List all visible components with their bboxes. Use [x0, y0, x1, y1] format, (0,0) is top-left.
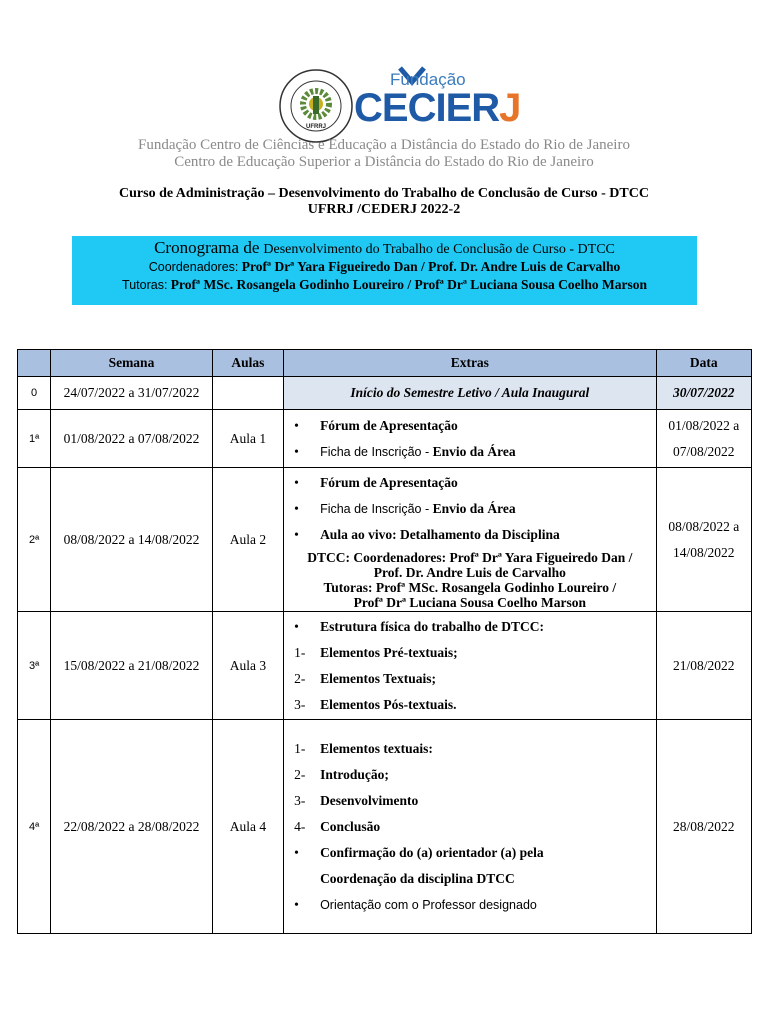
week-number: 2ª	[18, 468, 51, 612]
week-number: 3ª	[18, 612, 51, 720]
week-range: 24/07/2022 a 31/07/2022	[51, 377, 213, 410]
list-item: Coordenação da disciplina DTCC	[320, 870, 515, 886]
table-row	[18, 468, 752, 612]
aula-cell: Aula 3	[212, 612, 283, 720]
list-item: • Fórum de Apresentação	[294, 474, 458, 490]
week-range: 15/08/2022 a 21/08/2022	[51, 612, 213, 720]
ufrrj-seal-logo	[278, 68, 354, 144]
table-row	[18, 612, 752, 720]
banner-tutors: Tutoras: Profª MSc. Rosangela Godinho Loureiro / Profª Drª Luciana Sousa Coelho Marson	[122, 277, 647, 292]
svg-text:UFRRJ: UFRRJ	[305, 124, 327, 130]
aula-cell: Aula 4	[212, 720, 283, 934]
table-row	[18, 720, 752, 934]
date-cell: 30/07/2022	[656, 377, 751, 410]
date-cell: 28/08/2022	[656, 720, 751, 934]
date-cell: 08/08/2022 a 14/08/2022	[656, 468, 751, 612]
week-number: 0	[18, 377, 51, 410]
extras-cell	[284, 410, 657, 468]
list-item: • Ficha de Inscrição - Envio da Área	[294, 443, 516, 459]
list-item: • Fórum de Apresentação	[294, 417, 458, 433]
list-item: 2- Introdução;	[294, 766, 389, 782]
header-extras: Extras	[284, 350, 657, 377]
cecierj-logo	[354, 64, 521, 134]
list-item: • Estrutura física do trabalho de DTCC:	[294, 618, 544, 634]
week-range: 22/08/2022 a 28/08/2022	[51, 720, 213, 934]
list-item: • Orientação com o Professor designado	[294, 896, 537, 912]
aula-cell: Aula 1	[212, 410, 283, 468]
logo-cecierj-text: CECIERJ	[354, 86, 521, 130]
week-number: 1ª	[18, 410, 51, 468]
institution-subname: Centro de Educação Superior a Distância do Estado do Rio de Janeiro	[174, 154, 594, 170]
week-range: 01/08/2022 a 07/08/2022	[51, 410, 213, 468]
table-row	[18, 377, 752, 410]
header-data: Data	[656, 350, 751, 377]
list-item: 1- Elementos Pré-textuais;	[294, 644, 458, 660]
dtcc-staff-note: DTCC: Coordenadores: Profª Drª Yara Figueiredo Dan / Prof. Dr. Andre Luis de Carvalho Tutoras: Profª MSc. Rosangela Godinho Loureiro / Profª Drª Luciana Sousa Coelho Marson	[307, 549, 633, 610]
list-item: 3- Desenvolvimento	[294, 792, 419, 808]
extras-cell	[284, 468, 657, 612]
table-row	[18, 410, 752, 468]
extras-cell	[284, 612, 657, 720]
header-aulas: Aulas	[212, 350, 283, 377]
banner-title: Cronograma de Desenvolvimento do Trabalho de Conclusão de Curso - DTCC	[154, 238, 615, 257]
list-item: • Aula ao vivo: Detalhamento da Disciplina	[294, 526, 560, 542]
extras-cell	[284, 720, 657, 934]
course-term: UFRRJ /CEDERJ 2022-2	[307, 202, 461, 217]
banner-coordinators: Coordenadores: Profª Drª Yara Figueiredo Dan / Prof. Dr. Andre Luis de Carvalho	[148, 259, 621, 274]
institution-name: Fundação Centro de Ciências e Educação a Distância do Estado do Rio de Janeiro	[138, 137, 630, 153]
week-range: 08/08/2022 a 14/08/2022	[51, 468, 213, 612]
extras-title: Início do Semestre Letivo / Aula Inaugural	[284, 377, 657, 410]
list-item: 1- Elementos textuais:	[294, 740, 433, 756]
logo-fundacao-text: Fundação	[390, 70, 466, 89]
aula-cell	[212, 377, 283, 410]
date-cell: 21/08/2022	[656, 612, 751, 720]
list-item: 4- Conclusão	[294, 818, 381, 834]
list-item: • Confirmação do (a) orientador (a) pela	[294, 844, 544, 860]
header-logos	[0, 58, 768, 136]
list-item: 3- Elementos Pós-textuais.	[294, 696, 457, 712]
aula-cell: Aula 2	[212, 468, 283, 612]
list-item: • Ficha de Inscrição - Envio da Área	[294, 500, 516, 516]
header-week	[18, 350, 51, 377]
list-item: 2- Elementos Textuais;	[294, 670, 436, 686]
header-semana: Semana	[51, 350, 213, 377]
course-title: Curso de Administração – Desenvolvimento do Trabalho de Conclusão de Curso - DTCC	[119, 186, 649, 201]
schedule-banner	[72, 236, 697, 305]
week-number: 4ª	[18, 720, 51, 934]
table-header-row	[18, 350, 752, 377]
date-cell: 01/08/2022 a 07/08/2022	[656, 410, 751, 468]
schedule-table	[17, 349, 752, 934]
